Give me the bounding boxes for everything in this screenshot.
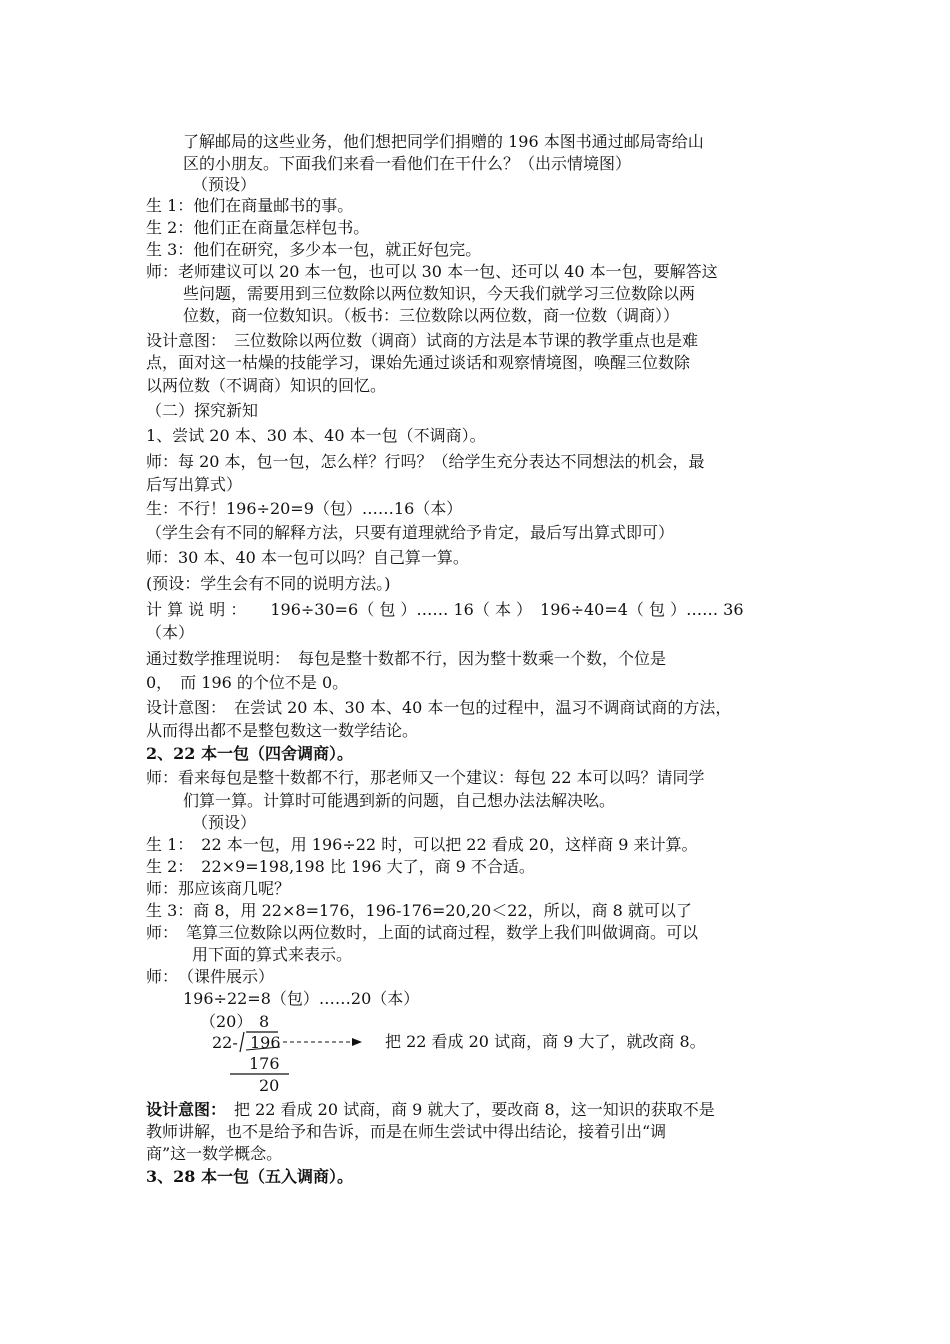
section-heading: （二）探究新知 <box>146 401 259 420</box>
text-line: 1、尝试 20 本、30 本、40 本一包（不调商）。 <box>146 426 486 445</box>
text-line: 区的小朋友。下面我们来看一看他们在干什么？（出示情境图） <box>183 154 632 173</box>
division-note: 把 22 看成 20 试商，商 9 大了，就改商 8。 <box>385 1032 706 1051</box>
text-line: （本） <box>146 623 195 642</box>
text-line: 设计意图： 在尝试 20 本、30 本、40 本一包的过程中，温习不调商试商的方法， <box>146 698 732 717</box>
text-line: 点，面对这一枯燥的技能学习，课始先通过谈话和观察情境图，唤醒三位数除 <box>146 353 691 372</box>
text-line: 生 3：他们在研究，多少本一包，就正好包完。 <box>146 240 482 259</box>
text-line: (预设：学生会有不同的说明方法。) <box>146 574 391 593</box>
text-line: 些问题，需要用到三位数除以两位数知识，今天我们就学习三位数除以两 <box>183 284 696 303</box>
product: 176 <box>249 1054 280 1073</box>
text-line: 用下面的算式来表示。 <box>192 945 353 964</box>
text-line: 教师讲解，也不是给予和告诉，而是在师生尝试中得出结论，接着引出“调 <box>146 1122 667 1141</box>
text-line: （学生会有不同的解释方法，只要有道理就给予肯定，最后写出算式即可） <box>146 523 675 542</box>
text-line: 计 算 说 明 ： 196÷30=6（ 包 ）…… 16（ 本 ） 196÷40=4（ 包 ）…… 36 <box>146 600 744 619</box>
text-span: 把 22 看成 20 试商，商 9 就大了，要改商 8，这一知识的获取不是 <box>218 1100 715 1119</box>
text-line: （预设） <box>192 813 257 832</box>
approx-divisor: （20） <box>200 1012 253 1031</box>
text-line: 生 2：他们正在商量怎样包书。 <box>146 218 370 237</box>
text-line: 设计意图： 三位数除以两位数（调商）试商的方法是本节课的教学重点也是难 <box>146 331 699 350</box>
text-line: 通过数学推理说明： 每包是整十数都不行，因为整十数乘一个数，个位是 <box>146 649 667 668</box>
text-line: 师：每 20 本，包一包，怎么样？行吗？（给学生充分表达不同想法的机会，最 <box>146 452 705 471</box>
section-heading: 2、22 本一包（四舍调商）。 <box>146 744 353 763</box>
section-heading: 3、28 本一包（五入调商）。 <box>146 1167 353 1186</box>
text-line: 0， 而 196 的个位不是 0。 <box>146 673 349 692</box>
remainder: 20 <box>259 1076 280 1095</box>
text-line: 生 1：他们在商量邮书的事。 <box>146 196 354 215</box>
text-line: 生 1： 22 本一包，用 196÷22 时，可以把 22 看成 20，这样商 9 来计算。 <box>146 835 698 854</box>
text-line: 师： （课件展示） <box>146 967 275 986</box>
text-line: 师：那应该商几呢？ <box>146 879 291 898</box>
text-line: 商”这一数学概念。 <box>146 1144 283 1163</box>
text-line <box>146 1099 812 1121</box>
text-line: 后写出算式） <box>146 475 243 494</box>
text-line: 生：不行！196÷20=9（包）……16（本） <box>146 499 463 518</box>
text-line: 位数，商一位数知识。（板书：三位数除以两位数，商一位数（调商）） <box>183 306 680 325</box>
text-line: 师：老师建议可以 20 本一包，也可以 30 本一包、还可以 40 本一包，要解答这 <box>146 262 718 281</box>
text-line: 师：看来每包是整十数都不行，那老师又一个建议：每包 22 本可以吗？请同学 <box>146 768 705 787</box>
text-line: 生 2： 22×9=198,198 比 196 大了，商 9 不合适。 <box>146 857 535 876</box>
text-line: （预设） <box>192 175 257 194</box>
text-line: 师：30 本、40 本一包可以吗？自己算一算。 <box>146 548 469 567</box>
label-bold: 设计意图： <box>146 1100 219 1119</box>
text-line: 师： 笔算三位数除以两位数时，上面的试商过程，数学上我们叫做调商。可以 <box>146 923 699 942</box>
divisor: 22- <box>212 1033 238 1052</box>
text-line: 从而得出都不是整包数这一数学结论。 <box>146 721 419 740</box>
dividend: 196 <box>250 1033 281 1052</box>
text-line: 生 3：商 8，用 22×8=176，196-176=20,20＜22，所以，商 8 就可以了 <box>146 901 692 920</box>
text-line: 们算一算。计算时可能遇到新的问题，自己想办法法解决吆。 <box>183 791 616 810</box>
quotient: 8 <box>259 1012 270 1031</box>
text-line: 以两位数（不调商）知识的回忆。 <box>146 376 387 395</box>
text-line: 196÷22=8（包）……20（本） <box>183 989 420 1008</box>
text-line: 了解邮局的这些业务，他们想把同学们捐赠的 196 本图书通过邮局寄给山 <box>183 132 704 151</box>
